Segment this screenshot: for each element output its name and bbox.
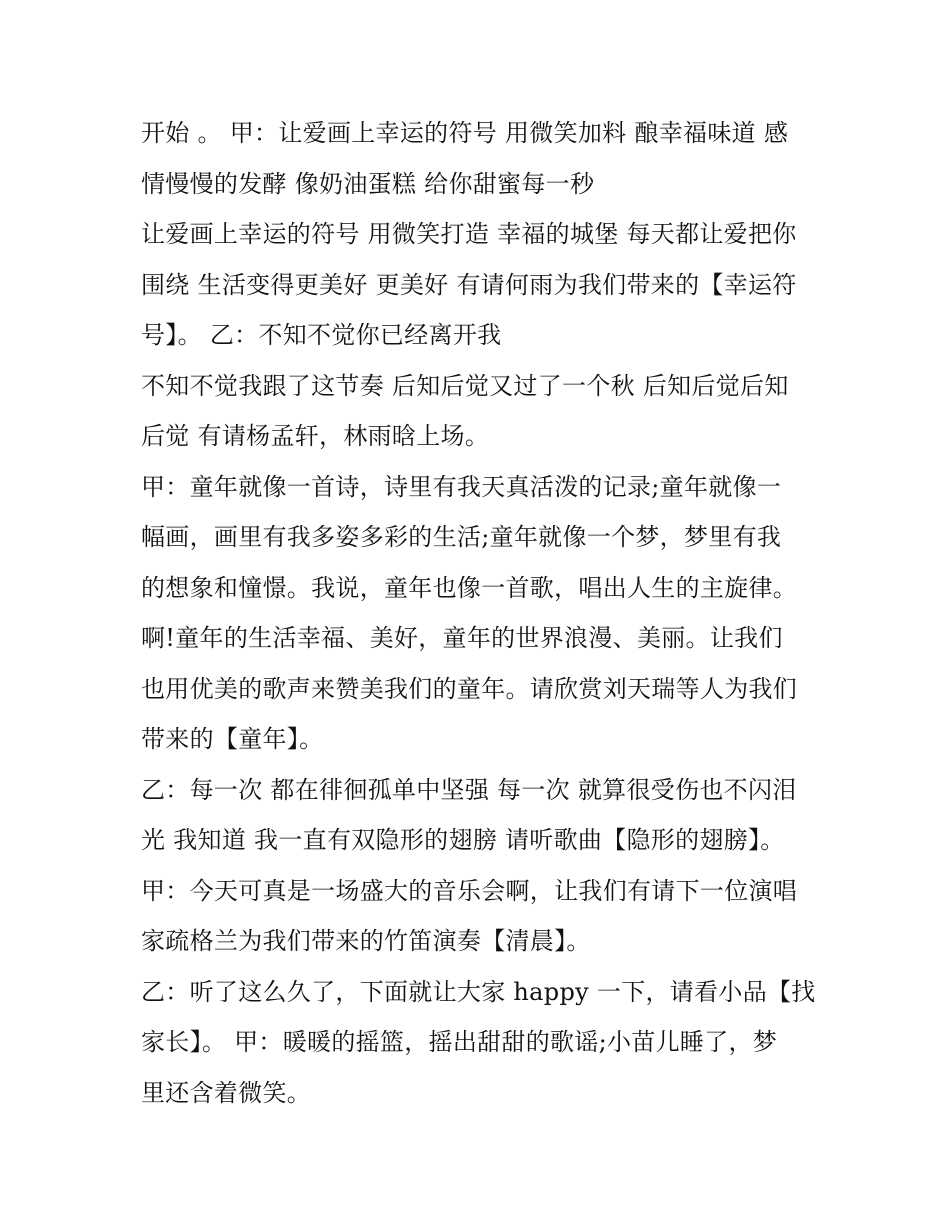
text-line: 家疏格兰为我们带来的竹笛演奏【清晨】。: [141, 927, 591, 955]
text-line: 啊!童年的生活幸福、美好，童年的世界浪漫、美丽。让我们: [141, 624, 783, 652]
text-line: 带来的【童年】。: [141, 725, 324, 753]
text-line: 也用优美的歌声来赞美我们的童年。请欣赏刘天瑞等人为我们: [141, 674, 798, 703]
text-line: 光 我知道 我一直有双隐形的翅膀 请听歌曲【隐形的翅膀】。: [141, 826, 785, 854]
text-line: 甲：童年就像一首诗，诗里有我天真活泼的记录;童年就像一: [141, 472, 782, 501]
text-line: 后觉 有请杨孟轩，林雨晗上场。: [141, 422, 490, 450]
text-line: 情慢慢的发酵 像奶油蛋糕 给你甜蜜每一秒: [141, 169, 595, 198]
text-line: 号】。 乙：不知不觉你已经离开我: [141, 321, 502, 349]
text-line: 甲：今天可真是一场盛大的音乐会啊，让我们有请下一位演唱: [141, 876, 798, 905]
text-line: 幅画，画里有我多姿多彩的生活;童年就像一个梦，梦里有我: [141, 523, 782, 551]
text-line: 让爱画上幸运的符号 用微笑打造 幸福的城堡 每天都让爱把你: [141, 220, 797, 248]
text-line: 围绕 生活变得更美好 更美好 有请何雨为我们带来的【幸运符: [141, 270, 797, 299]
text-line: 不知不觉我跟了这节奏 后知后觉又过了一个秋 后知后觉后知: [141, 371, 789, 400]
text-line: 乙：听了这么久了，下面就让大家 happy 一下，请看小品【找: [141, 977, 816, 1006]
text-line: 开始 。 甲：让爱画上幸运的符号 用微笑加料 酿幸福味道 感: [141, 119, 789, 147]
text-line: 的想象和憧憬。我说，童年也像一首歌，唱出人生的主旋律。: [141, 573, 798, 602]
text-line: 家长】。 甲：暖暖的摇篮，摇出甜甜的歌谣;小苗儿睡了，梦: [141, 1028, 778, 1056]
document-body: [141, 108, 821, 1118]
text-line: 里还含着微笑。: [141, 1078, 312, 1107]
text-line: 乙：每一次 都在徘徊孤单中坚强 每一次 就算很受伤也不闪泪: [141, 775, 797, 804]
